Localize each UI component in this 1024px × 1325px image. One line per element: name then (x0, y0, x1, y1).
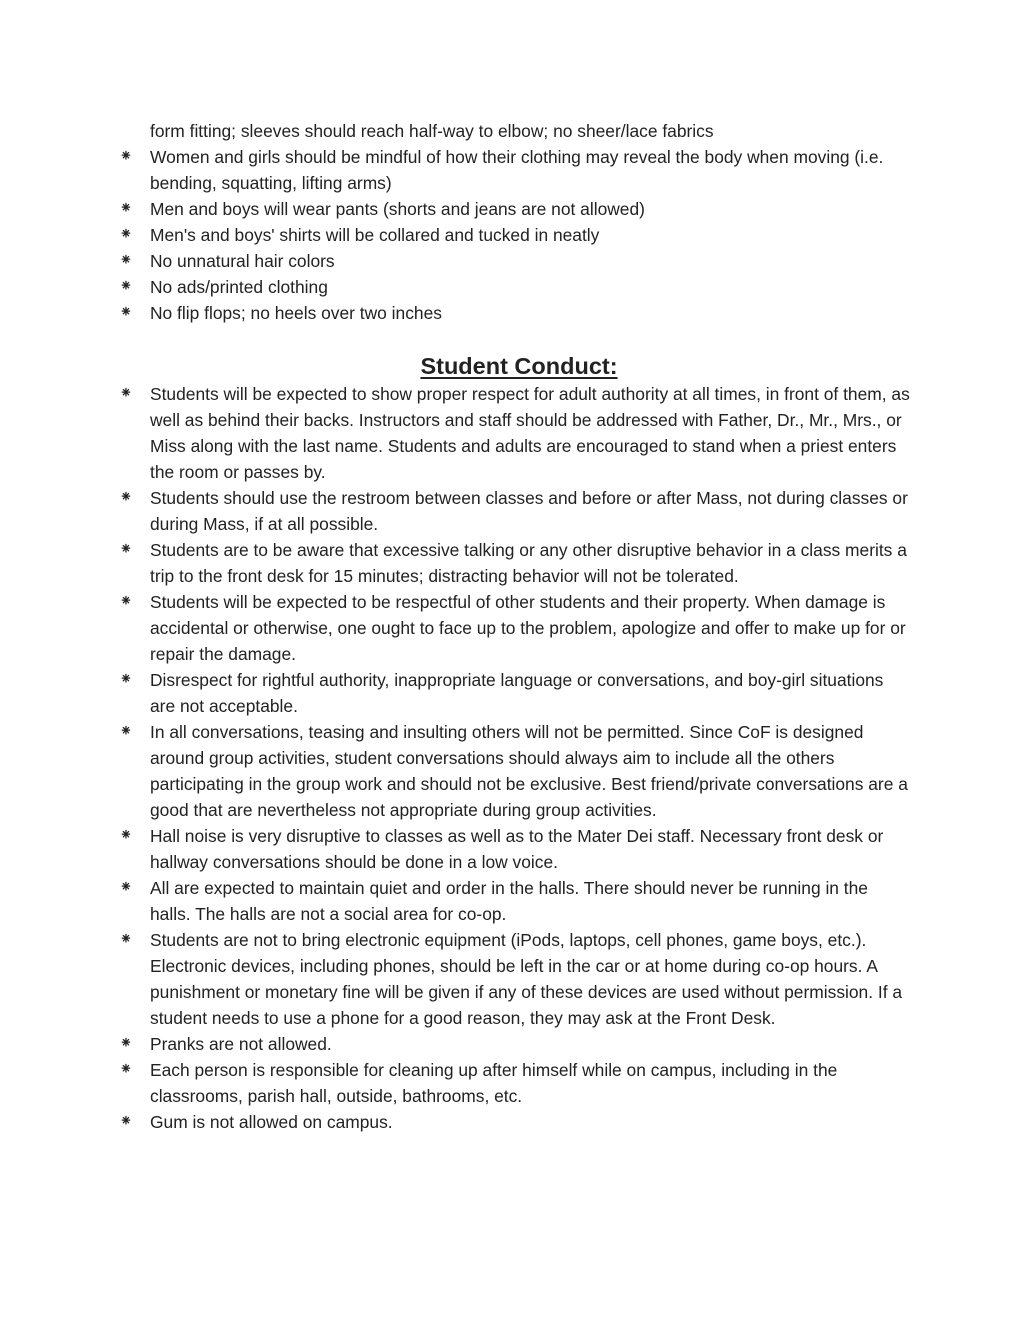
asterisk-bullet-icon: ⁕ (119, 489, 133, 506)
dress-code-list (112, 144, 912, 326)
asterisk-bullet-icon: ⁕ (119, 1061, 133, 1078)
list-item (112, 1057, 912, 1109)
list-item-text: Students are to be aware that excessive talking or any other disruptive behavior in a class merits a trip to the front desk for 15 minutes; distracting behavior will not be tolerated. (150, 540, 907, 586)
list-item (112, 537, 912, 589)
list-item-text: No flip flops; no heels over two inches (150, 303, 442, 323)
list-item-text: Women and girls should be mindful of how their clothing may reveal the body when moving (i.e. bending, squatting, lifting arms) (150, 147, 884, 193)
list-item-text: Disrespect for rightful authority, inappropriate language or conversations, and boy-girl situations are not acceptable. (150, 670, 884, 716)
asterisk-bullet-icon: ⁕ (119, 541, 133, 558)
section-heading: Student Conduct: (420, 353, 618, 379)
list-item (112, 1031, 912, 1057)
list-item-text: Men's and boys' shirts will be collared and tucked in neatly (150, 225, 600, 245)
asterisk-bullet-icon: ⁕ (119, 827, 133, 844)
list-item (112, 719, 912, 823)
asterisk-bullet-icon: ⁕ (119, 879, 133, 896)
list-item (112, 823, 912, 875)
list-item (112, 248, 912, 274)
asterisk-bullet-icon: ⁕ (119, 200, 133, 217)
list-item-text: Students should use the restroom between classes and before or after Mass, not during classes or during Mass, if at all possible. (150, 488, 908, 534)
continued-text: form fitting; sleeves should reach half-way to elbow; no sheer/lace fabrics (150, 121, 714, 141)
list-item-text: In all conversations, teasing and insulting others will not be permitted. Since CoF is designed around group activities, student conversations should always aim to include all the others participating in the group work and should not be exclusive. Best friend/private conversations are a good that are nevertheless not appropriate during group activities. (150, 722, 908, 820)
list-item-text: No unnatural hair colors (150, 251, 335, 271)
list-item-text: Gum is not allowed on campus. (150, 1112, 393, 1132)
list-item-text: Hall noise is very disruptive to classes as well as to the Mater Dei staff. Necessary front desk or hallway conversations should be done in a low voice. (150, 826, 884, 872)
asterisk-bullet-icon: ⁕ (119, 723, 133, 740)
asterisk-bullet-icon: ⁕ (119, 226, 133, 243)
list-item-text: Students are not to bring electronic equipment (iPods, laptops, cell phones, game boys, etc.). Electronic devices, including phones, should be left in the car or at home during co-op hours. A punishment or monetary fine will be given if any of these devices are used without permission. If a student needs to use a phone for a good reason, they may ask at the Front Desk. (150, 930, 903, 1028)
list-item (112, 1109, 912, 1135)
asterisk-bullet-icon: ⁕ (119, 304, 133, 321)
asterisk-bullet-icon: ⁕ (119, 593, 133, 610)
student-conduct-list (112, 381, 912, 1135)
asterisk-bullet-icon: ⁕ (119, 1035, 133, 1052)
list-item (112, 300, 912, 326)
asterisk-bullet-icon: ⁕ (119, 278, 133, 295)
list-item-text: All are expected to maintain quiet and order in the halls. There should never be running in the halls. The halls are not a social area for co-op. (150, 878, 868, 924)
list-item-text: No ads/printed clothing (150, 277, 328, 297)
list-item-text: Pranks are not allowed. (150, 1034, 332, 1054)
asterisk-bullet-icon: ⁕ (119, 671, 133, 688)
asterisk-bullet-icon: ⁕ (119, 931, 133, 948)
list-item (112, 485, 912, 537)
list-item-text: Students will be expected to be respectful of other students and their property. When damage is accidental or otherwise, one ought to face up to the problem, apologize and offer to make up for or repair the damage. (150, 592, 906, 664)
asterisk-bullet-icon: ⁕ (119, 385, 133, 402)
list-item (112, 589, 912, 667)
list-item (112, 381, 912, 485)
asterisk-bullet-icon: ⁕ (119, 148, 133, 165)
asterisk-bullet-icon: ⁕ (119, 1113, 133, 1130)
list-item (112, 222, 912, 248)
list-item-text: Each person is responsible for cleaning up after himself while on campus, including in the classrooms, parish hall, outside, bathrooms, etc. (150, 1060, 838, 1106)
page-content (112, 118, 912, 1135)
list-item (112, 927, 912, 1031)
list-item-text: Students will be expected to show proper respect for adult authority at all times, in front of them, as well as behind their backs. Instructors and staff should be addressed with Father, Dr., Mr., Mrs., or Miss along with the last name. Students and adults are encouraged to stand when a priest enters the room or passes by. (150, 384, 910, 482)
list-item (112, 274, 912, 300)
asterisk-bullet-icon: ⁕ (119, 252, 133, 269)
list-item (112, 875, 912, 927)
list-item-text: Men and boys will wear pants (shorts and jeans are not allowed) (150, 199, 645, 219)
list-item (112, 144, 912, 196)
list-item (112, 196, 912, 222)
list-item (112, 667, 912, 719)
